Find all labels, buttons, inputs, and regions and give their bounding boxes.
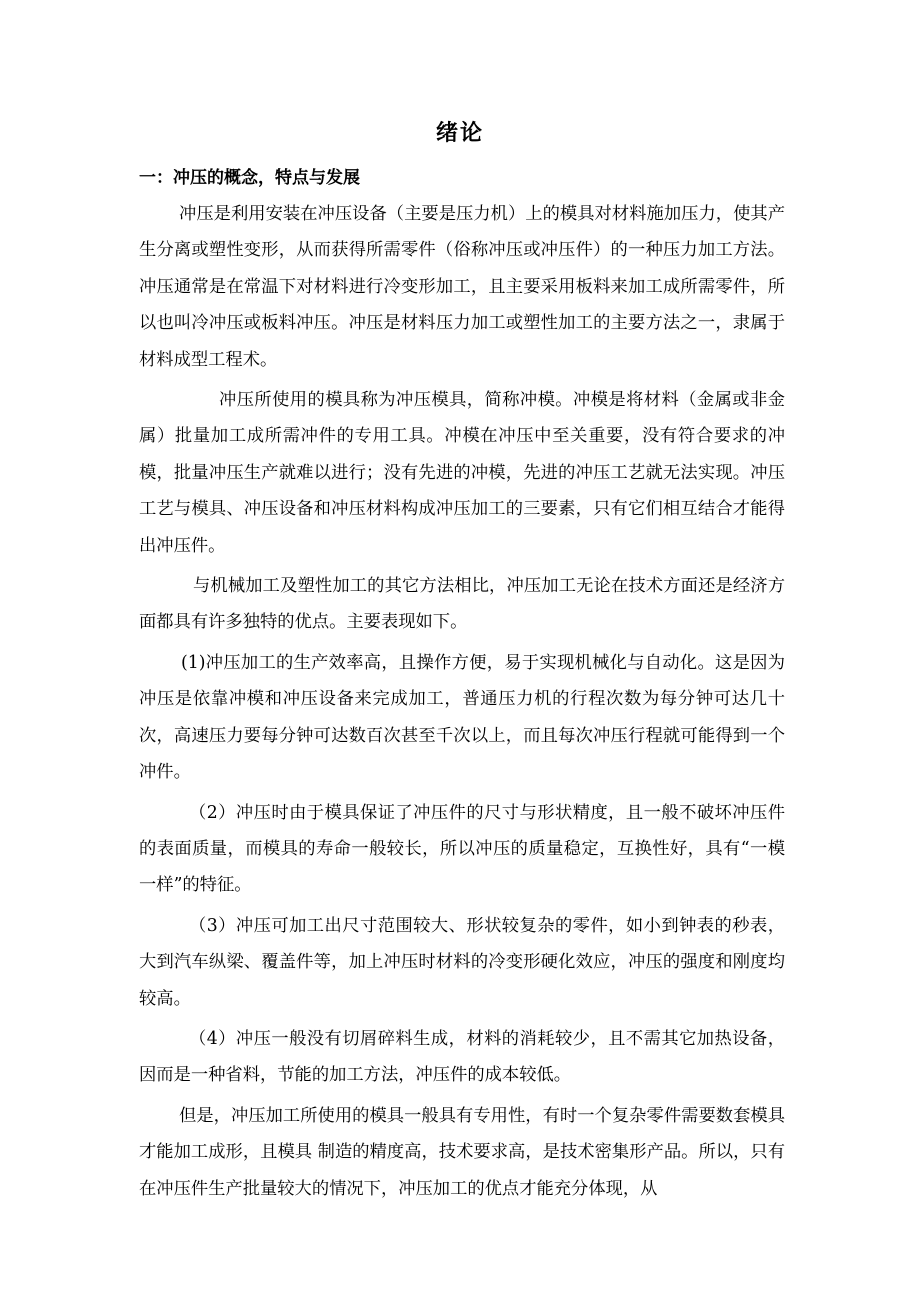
paragraph-advantages-intro: 与机械加工及塑性加工的其它方法相比，冲压加工无论在技术方面还是经济方面都具有许多独特的优点。主要表现如下。 — [139, 576, 785, 633]
document-title: 绪论 — [435, 120, 484, 146]
paragraph-advantage-1: (1)冲压加工的生产效率高，且操作方便，易于实现机械化与自动化。这是因为冲压是依靠冲模和冲压设备来完成加工，普通压力机的行程次数为每分钟可达几十次，高速压力要每分钟可达数百次甚至千次以上，而且每次冲压行程就可能得到一个冲件。 — [139, 652, 785, 783]
paragraph-advantage-3: （3）冲压可加工出尺寸范围较大、形状较复杂的零件，如小到钟表的秒表，大到汽车纵梁、覆盖件等，加上冲压时材料的冷变形硬化效应，冲压的强度和刚度均较高。 — [139, 915, 785, 1009]
paragraph-stamping-die: 冲压所使用的模具称为冲压模具，简称冲模。冲模是将材料（金属或非金属）批量加工成所需冲件的专用工具。冲模在冲压中至关重要，没有符合要求的冲模，批量冲压生产就难以进行；没有先进的冲模，先进的冲压工艺就无法实现。冲压工艺与模具、冲压设备和冲压材料构成冲压加工的三要素，只有它们相互结合才能得出冲压件。 — [139, 390, 785, 556]
paragraph-advantage-2: （2）冲压时由于模具保证了冲压件的尺寸与形状精度，且一般不破坏冲压件的表面质量，而模具的寿命一般较长，所以冲压的质量稳定，互换性好，具有“一模一样”的特征。 — [139, 802, 785, 896]
body-text — [139, 196, 785, 1209]
paragraph-stamping-definition: 冲压是利用安装在冲压设备（主要是压力机）上的模具对材料施加压力，使其产生分离或塑性变形，从而获得所需零件（俗称冲压或冲压件）的一种压力加工方法。冲压通常是在常温下对材料进行冷变形加工，且主要采用板料来加工成所需零件，所以也叫冷冲压或板料冲压。冲压是材料压力加工或塑性加工的主要方法之一，隶属于材料成型工程术。 — [139, 204, 785, 370]
paragraph-disadvantages: 但是，冲压加工所使用的模具一般具有专用性，有时一个复杂零件需要数套模具才能加工成形，且模具 制造的精度高，技术要求高，是技术密集形产品。所以，只有在冲压件生产批量较大的情况下，冲压加工的优点才能充分体现，从 — [139, 1105, 785, 1199]
paragraph-advantage-4: （4）冲压一般没有切屑碎料生成，材料的消耗较少，且不需其它加热设备，因而是一种省料，节能的加工方法，冲压件的成本较低。 — [139, 1028, 785, 1086]
section-heading: 一：冲压的概念，特点与发展 — [139, 168, 360, 188]
